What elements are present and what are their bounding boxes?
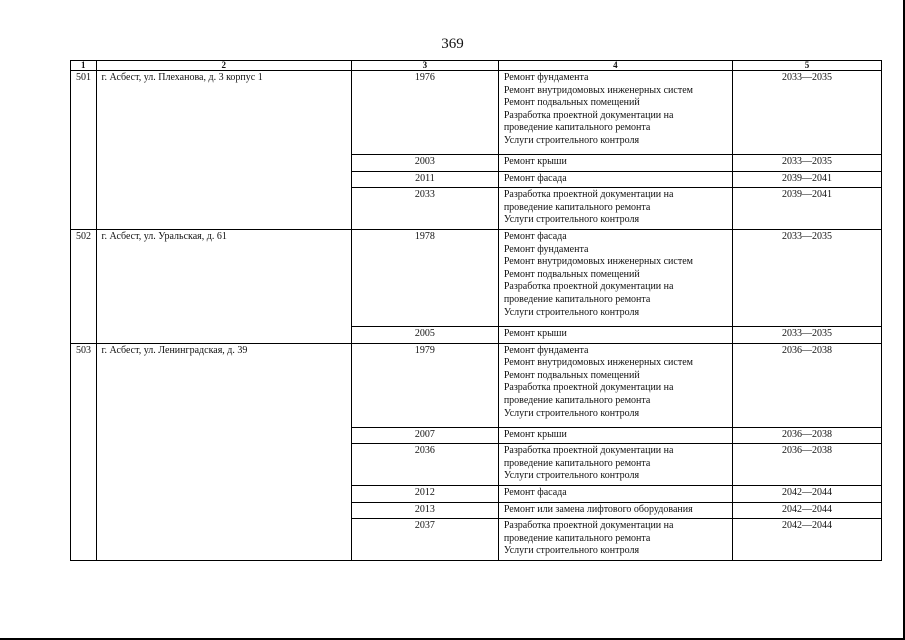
work-item: Услуги строительного контроля — [503, 214, 640, 226]
work-item: Разработка проектной документации на — [503, 382, 674, 394]
period-cell: 2039—2041 — [732, 188, 881, 230]
works-cell — [498, 188, 732, 230]
work-item: Ремонт фундамента — [503, 344, 589, 356]
column-number-row — [71, 61, 882, 71]
work-item: Ремонт фасада — [503, 230, 567, 242]
building-number: 502 — [71, 229, 97, 343]
column-header: 5 — [732, 61, 881, 71]
work-item: Ремонт крыши — [503, 156, 567, 167]
works-cell — [498, 343, 732, 427]
works-cell — [498, 229, 732, 326]
period-cell: 2042—2044 — [732, 519, 881, 561]
building-address: г. Асбест, ул. Ленинградская, д. 39 — [96, 343, 351, 560]
period-cell: 2033—2035 — [732, 155, 881, 172]
table-row — [71, 229, 882, 326]
work-item: Ремонт фундамента — [503, 72, 589, 83]
column-header: 1 — [71, 61, 97, 71]
column-header: 3 — [351, 61, 498, 71]
period-cell: 2033—2035 — [732, 71, 881, 155]
period-cell: 2042—2044 — [732, 502, 881, 519]
work-item: Разработка проектной документации на — [503, 189, 674, 201]
building-address: г. Асбест, ул. Плеханова, д. 3 корпус 1 — [96, 71, 351, 230]
works-cell — [498, 444, 732, 486]
year-cell: 2011 — [351, 171, 498, 188]
work-item: Ремонт внутридомовых инженерных систем — [503, 84, 693, 96]
work-item: Ремонт крыши — [503, 327, 567, 339]
works-cell — [498, 155, 732, 172]
year-cell: 1979 — [351, 343, 498, 427]
works-cell — [498, 485, 732, 502]
work-item: Ремонт подвальных помещений — [503, 268, 640, 280]
year-cell: 2012 — [351, 485, 498, 502]
work-item: проведение капитального ремонта — [503, 122, 651, 134]
column-header: 4 — [498, 61, 732, 71]
work-item: Ремонт фасада — [503, 172, 567, 184]
work-item: Услуги строительного контроля — [503, 134, 640, 146]
work-item: Ремонт подвальных помещений — [503, 97, 640, 109]
works-cell — [498, 502, 732, 519]
work-item: Ремонт внутридомовых инженерных систем — [503, 256, 693, 268]
building-number: 501 — [71, 71, 97, 230]
year-cell: 2013 — [351, 502, 498, 519]
column-header: 2 — [96, 61, 351, 71]
work-item: Ремонт внутридомовых инженерных систем — [503, 357, 693, 369]
period-cell: 2036—2038 — [732, 343, 881, 427]
table-row — [71, 343, 882, 427]
work-item: проведение капитального ремонта — [503, 457, 651, 469]
period-cell: 2036—2038 — [732, 427, 881, 444]
year-cell: 2033 — [351, 188, 498, 230]
year-cell: 2036 — [351, 444, 498, 486]
year-cell: 2037 — [351, 519, 498, 561]
work-item: проведение капитального ремонта — [503, 293, 651, 305]
work-item: Разработка проектной документации на — [503, 445, 674, 457]
works-cell — [498, 326, 732, 343]
period-cell: 2033—2035 — [732, 326, 881, 343]
year-cell: 2003 — [351, 155, 498, 172]
work-item: Разработка проектной документации на — [503, 281, 674, 293]
page-number: 369 — [441, 36, 464, 52]
year-cell: 2005 — [351, 326, 498, 343]
work-item: Услуги строительного контроля — [503, 407, 640, 419]
works-cell — [498, 427, 732, 444]
work-item: Ремонт фасада — [503, 486, 567, 498]
year-cell: 2007 — [351, 427, 498, 444]
year-cell: 1976 — [351, 71, 498, 155]
building-address: г. Асбест, ул. Уральская, д. 61 — [96, 229, 351, 343]
work-item: Ремонт крыши — [503, 428, 567, 440]
work-item: Услуги строительного контроля — [503, 545, 640, 557]
work-item: Разработка проектной документации на — [503, 109, 674, 121]
works-cell — [498, 71, 732, 155]
works-cell — [498, 519, 732, 561]
period-cell: 2042—2044 — [732, 485, 881, 502]
work-item: проведение капитального ремонта — [503, 394, 651, 406]
work-item: Разработка проектной документации на — [503, 520, 674, 532]
repair-schedule-table — [70, 60, 882, 561]
work-item: Ремонт или замена лифтового оборудования — [503, 503, 693, 515]
work-item: Услуги строительного контроля — [503, 470, 640, 482]
work-item: проведение капитального ремонта — [503, 201, 651, 213]
work-item: Ремонт подвальных помещений — [503, 369, 640, 381]
work-item: Услуги строительного контроля — [503, 306, 640, 318]
works-cell — [498, 171, 732, 188]
table-row — [71, 71, 882, 155]
period-cell: 2033—2035 — [732, 229, 881, 326]
period-cell: 2039—2041 — [732, 171, 881, 188]
work-item: Ремонт фундамента — [503, 243, 589, 255]
work-item: проведение капитального ремонта — [503, 532, 651, 544]
building-number: 503 — [71, 343, 97, 560]
year-cell: 1978 — [351, 229, 498, 326]
period-cell: 2036—2038 — [732, 444, 881, 486]
